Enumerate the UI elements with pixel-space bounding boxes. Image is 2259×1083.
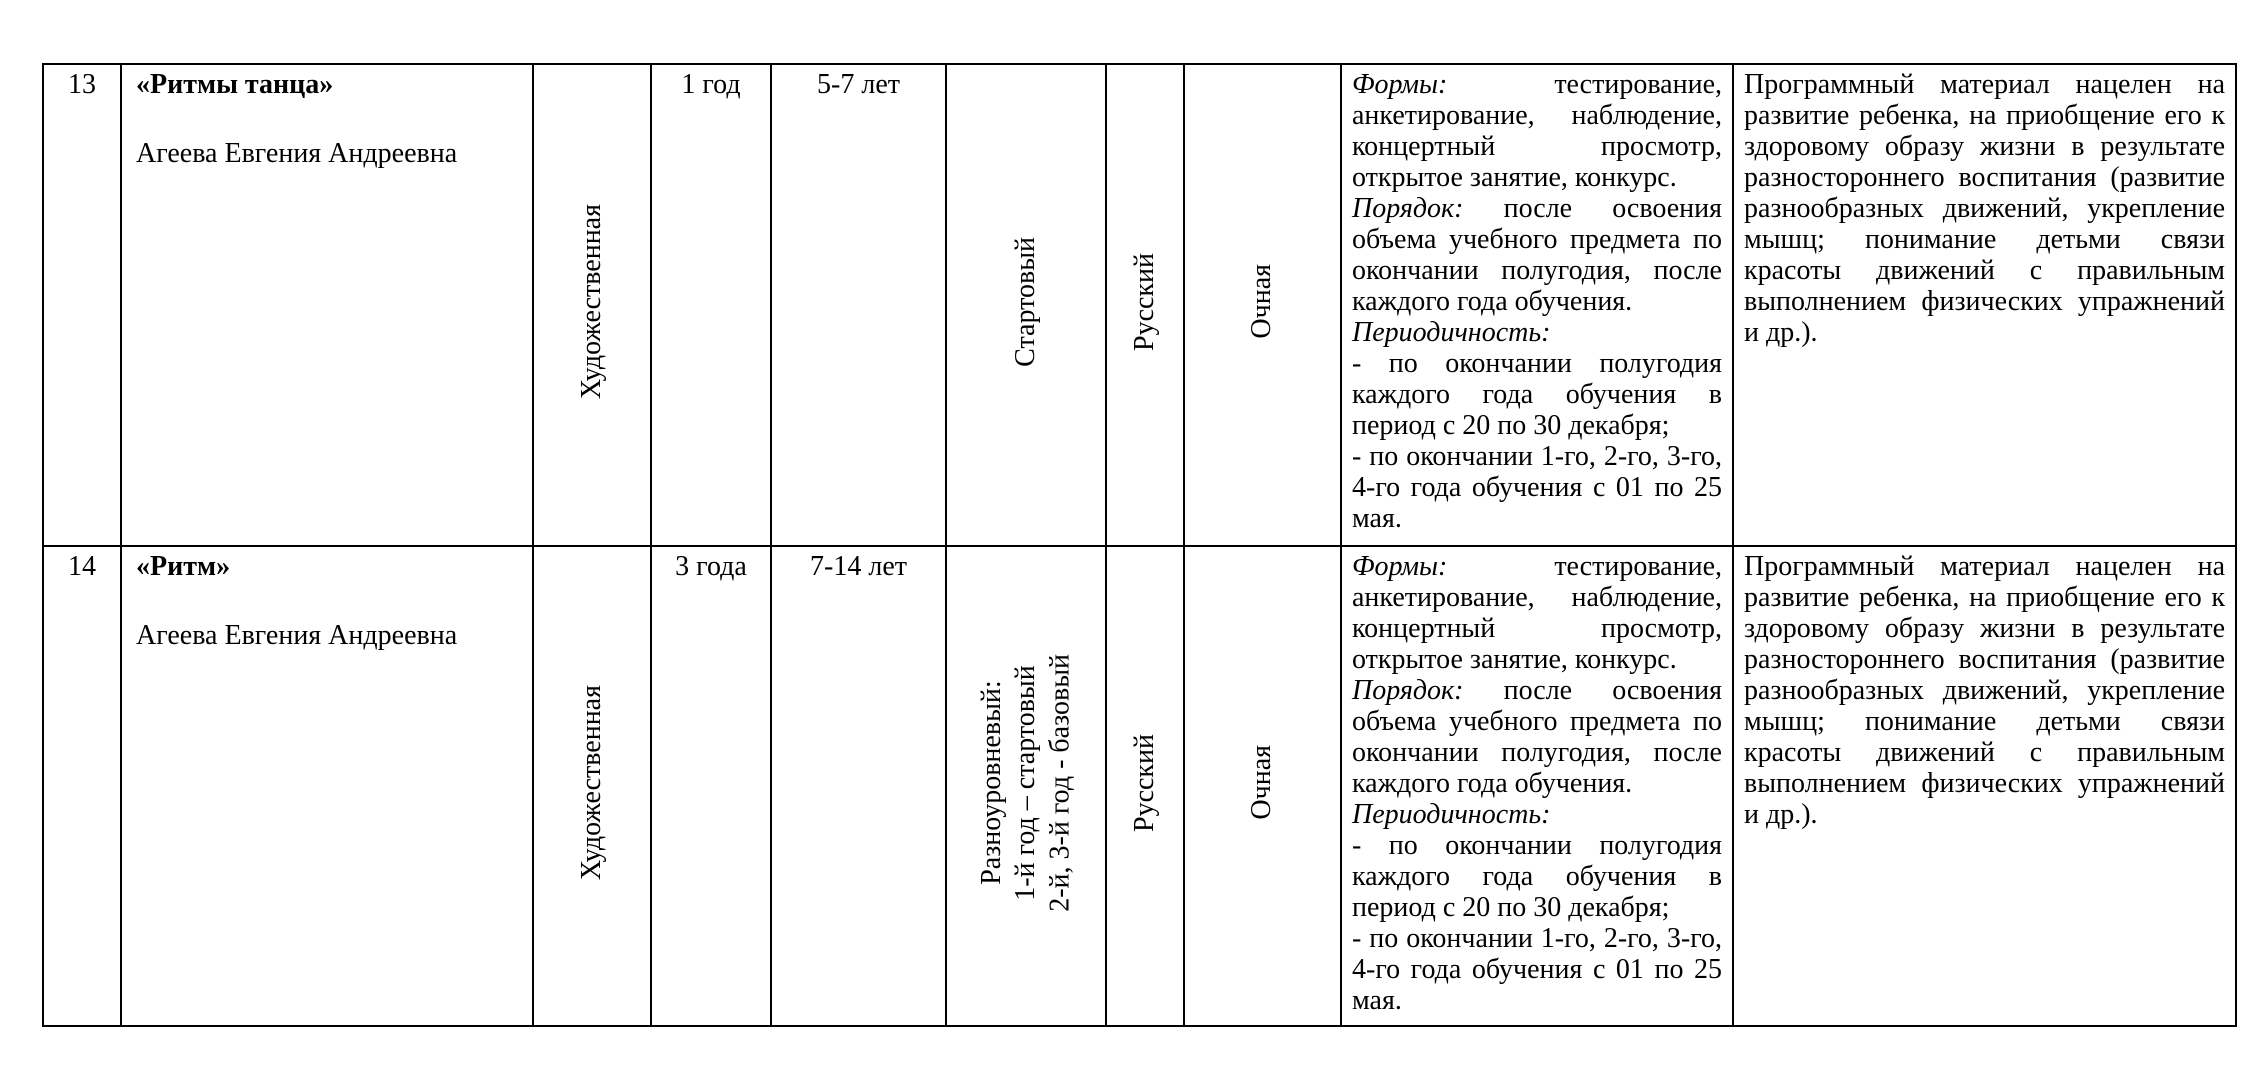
annotation-cell bbox=[1733, 546, 2236, 1026]
level-cell bbox=[946, 546, 1106, 1026]
education-form-label: Очная bbox=[1246, 745, 1278, 820]
periodicity-label: Периодичность: bbox=[1352, 799, 1551, 830]
program-author: Агеева Евгения Андреевна bbox=[136, 138, 458, 169]
assessment-periodicity-item: - по окончании 1-го, 2-го, 3-го, 4-го года обучения с 01 по 25 мая. bbox=[1352, 441, 1722, 534]
level-line: 2-й, 3-й год - базовый bbox=[1044, 653, 1076, 912]
language-label: Русский bbox=[1128, 733, 1160, 832]
duration-cell: 1 год bbox=[651, 64, 771, 546]
level-label bbox=[975, 654, 1077, 912]
assessment-cell bbox=[1341, 546, 1733, 1026]
program-author: Агеева Евгения Андреевна bbox=[136, 620, 458, 651]
row-number-cell: 13 bbox=[43, 64, 121, 546]
programs-table bbox=[42, 63, 2237, 1027]
level-label: Стартовый bbox=[1009, 236, 1041, 367]
assessment-cell bbox=[1341, 64, 1733, 546]
assessment-order-text: после освоения объема учебного предмета по окончании полугодия, после каждого года обучения. bbox=[1352, 675, 1723, 799]
assessment-forms-label: Формы: bbox=[1352, 69, 1448, 100]
program-name-cell bbox=[121, 546, 533, 1026]
assessment-order-text: после освоения объема учебного предмета по окончании полугодия, после каждого года обучения. bbox=[1352, 193, 1723, 317]
document-page bbox=[42, 63, 2237, 1027]
assessment-order-label: Порядок: bbox=[1352, 675, 1464, 706]
education-form-cell bbox=[1184, 64, 1341, 546]
periodicity-label: Периодичность: bbox=[1352, 317, 1551, 348]
direction-label: Художественная bbox=[575, 684, 607, 881]
assessment-forms bbox=[1352, 69, 1722, 193]
table-row bbox=[43, 546, 2236, 1026]
program-title: «Ритм» bbox=[136, 551, 231, 582]
age-cell: 5-7 лет bbox=[771, 64, 946, 546]
level-line: 1-й год – стартовый bbox=[1009, 664, 1041, 901]
education-form-label: Очная bbox=[1246, 264, 1278, 339]
assessment-order-label: Порядок: bbox=[1352, 193, 1464, 224]
direction-cell bbox=[533, 64, 651, 546]
assessment-periodicity-item: - по окончании полугодия каждого года обучения в период с 20 по 30 декабря; bbox=[1352, 348, 1722, 441]
direction-cell bbox=[533, 546, 651, 1026]
assessment-periodicity-label bbox=[1352, 317, 1722, 348]
annotation-text: Программный материал нацелен на развитие ребенка, на приобщение его к здоровому образу жизни в результате разностороннего воспитания (развитие разнообразных движений, укрепление мышц; понимание детьми связи красоты движений с правильным выполнением физических упражнений и др.). bbox=[1744, 69, 2225, 348]
assessment-order bbox=[1352, 675, 1722, 799]
level-line: Разноуровневый: bbox=[975, 680, 1007, 885]
row-number-cell: 14 bbox=[43, 546, 121, 1026]
assessment-periodicity-label bbox=[1352, 799, 1722, 830]
program-name-cell bbox=[121, 64, 533, 546]
assessment-forms-text: тестирование, анкетирование, наблюдение, концертный просмотр, открытое занятие, конкурс. bbox=[1352, 69, 1722, 193]
annotation-text: Программный материал нацелен на развитие ребенка, на приобщение его к здоровому образу жизни в результате разностороннего воспитания (развитие разнообразных движений, укрепление мышц; понимание детьми связи красоты движений с правильным выполнением физических упражнений и др.). bbox=[1744, 551, 2225, 830]
language-cell bbox=[1106, 546, 1184, 1026]
assessment-periodicity-item: - по окончании полугодия каждого года обучения в период с 20 по 30 декабря; bbox=[1352, 830, 1722, 923]
language-label: Русский bbox=[1128, 252, 1160, 351]
program-title: «Ритмы танца» bbox=[136, 69, 334, 100]
table-row bbox=[43, 64, 2236, 546]
education-form-cell bbox=[1184, 546, 1341, 1026]
level-cell bbox=[946, 64, 1106, 546]
age-cell: 7-14 лет bbox=[771, 546, 946, 1026]
assessment-periodicity-item: - по окончании 1-го, 2-го, 3-го, 4-го года обучения с 01 по 25 мая. bbox=[1352, 923, 1722, 1016]
direction-label: Художественная bbox=[575, 203, 607, 400]
assessment-forms-text: тестирование, анкетирование, наблюдение, концертный просмотр, открытое занятие, конкурс. bbox=[1352, 551, 1722, 675]
assessment-order bbox=[1352, 193, 1722, 317]
duration-cell: 3 года bbox=[651, 546, 771, 1026]
assessment-forms-label: Формы: bbox=[1352, 551, 1448, 582]
language-cell bbox=[1106, 64, 1184, 546]
annotation-cell bbox=[1733, 64, 2236, 546]
assessment-forms bbox=[1352, 551, 1722, 675]
